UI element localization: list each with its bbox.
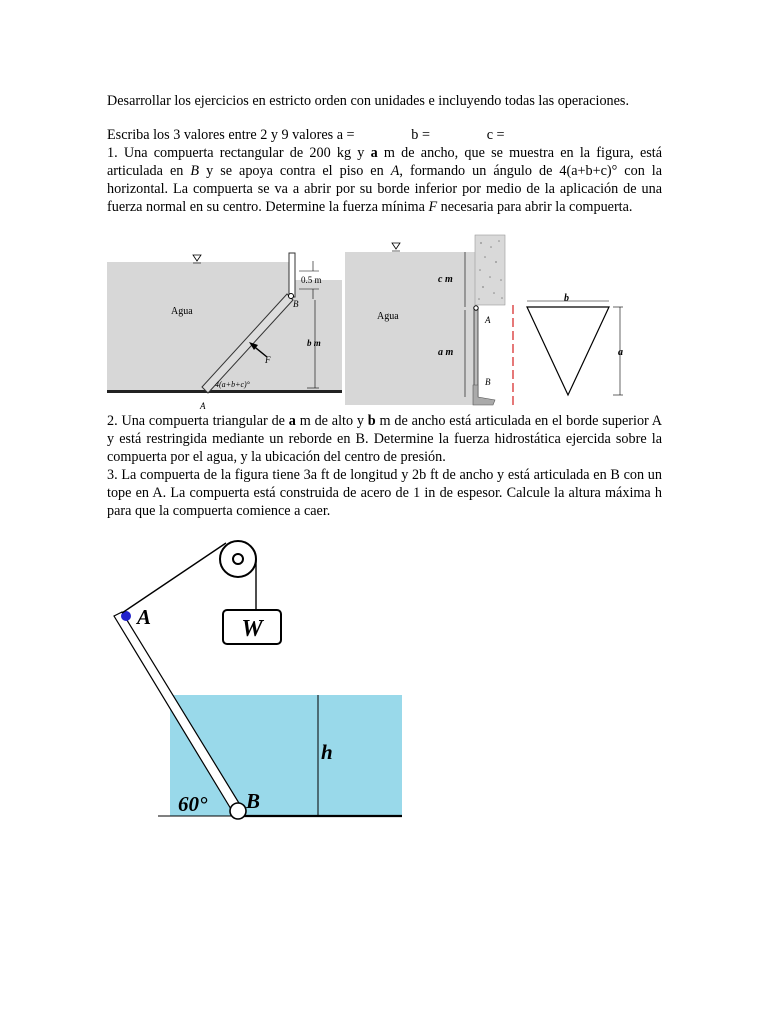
ledge	[473, 385, 495, 405]
values-prompt: Escriba los 3 valores entre 2 y 9 valores a =	[107, 127, 355, 143]
wall	[289, 253, 295, 297]
ex1-part4: , formando un ángulo de 4(a+b+c)° con la horizontal. La compuerta se va a abrir por su borde inferior por medio de la aplicación de una fuerza normal en su centro. Determine la fuerza mínima	[107, 163, 663, 215]
fig2-label-water: Agua	[377, 311, 399, 322]
ex2-part3: m de ancho está articulada en el borde superior A y está restringida mediante un reborde en B. Determine la fuerza hidrostática ejercida sobre la compuerta por el agua, y la ubicación del centro de presión.	[107, 413, 663, 465]
ex1-A: A	[390, 163, 400, 179]
fig1-label-f: F	[265, 355, 271, 365]
water-surface-symbol	[392, 243, 400, 249]
fig2-label-b: B	[485, 377, 491, 387]
ex2-part1: 2. Una compuerta triangular de	[107, 413, 285, 429]
fig3-label-a: A	[137, 605, 152, 629]
fig3-label-angle: 60°	[178, 792, 208, 816]
fig1-label-water: Agua	[171, 306, 193, 317]
fig2-label-dim-c: c m	[438, 274, 453, 285]
values-line	[107, 126, 662, 144]
fig2-label-dim-a: a m	[438, 347, 454, 358]
fig3-label-w: W	[241, 616, 263, 642]
fig2-label-a: A	[485, 315, 491, 325]
fig1-label-angle: 4(a+b+c)°	[215, 380, 250, 389]
water-region-right	[293, 280, 342, 390]
rope-to-pulley	[122, 543, 226, 613]
fig2-tri-label-a: a	[618, 347, 623, 358]
water-region	[345, 252, 475, 405]
fig1-label-dim-top: 0.5 m	[301, 275, 322, 285]
ex2-b: b	[367, 413, 376, 429]
fig2-tri-label-b: b	[564, 293, 569, 304]
values-c-label: c =	[486, 127, 505, 143]
water-surface-symbol	[193, 255, 201, 261]
figure-1-inclined-gate	[107, 245, 342, 413]
fig1-label-dim-b: b m	[307, 338, 321, 348]
ex1-B: B	[190, 163, 200, 179]
figure-3-counterweight-gate	[110, 535, 405, 825]
fig1-label-a: A	[200, 401, 206, 411]
exercise-1-text	[107, 144, 662, 216]
ex1-F: F	[428, 199, 438, 215]
gate-plate	[474, 308, 478, 398]
hinge-b	[230, 803, 246, 819]
ex1-part5: necesaria para abrir la compuerta.	[440, 199, 633, 215]
ex1-part1: 1. Una compuerta rectangular de 200 kg y	[107, 145, 365, 161]
triangle-section	[527, 307, 609, 395]
ex2-part2: m de alto y	[299, 413, 364, 429]
ex1-a: a	[370, 145, 378, 161]
floor	[107, 390, 342, 393]
ex1-part2: m de ancho, que se muestra en la figura, está articulada en	[107, 145, 662, 179]
instructions-text: Desarrollar los ejercicios en estricto orden con unidades e incluyendo todas las operaciones.	[107, 93, 629, 109]
ex1-part3: y se apoya contra el piso en	[206, 163, 384, 179]
exercise-3-text: 3. La compuerta de la figura tiene 3a ft de longitud y 2b ft de ancho y está articulada en B con un tope en A. La compuerta está construida de acero de 1 in de espesor. Calcule la altura máxima h para que la compuerta comience a caer.	[107, 467, 662, 519]
exercise-2-text	[107, 412, 662, 466]
fig3-label-h: h	[321, 740, 333, 764]
pulley-axle	[233, 554, 243, 564]
fig1-label-b: B	[293, 299, 299, 309]
ex2-a: a	[288, 413, 296, 429]
figure-2-triangular-gate	[345, 235, 632, 408]
values-b-label: b =	[411, 127, 430, 143]
hinge-b	[289, 294, 294, 299]
hinge-a	[474, 306, 478, 310]
fig3-label-b: B	[246, 789, 261, 813]
